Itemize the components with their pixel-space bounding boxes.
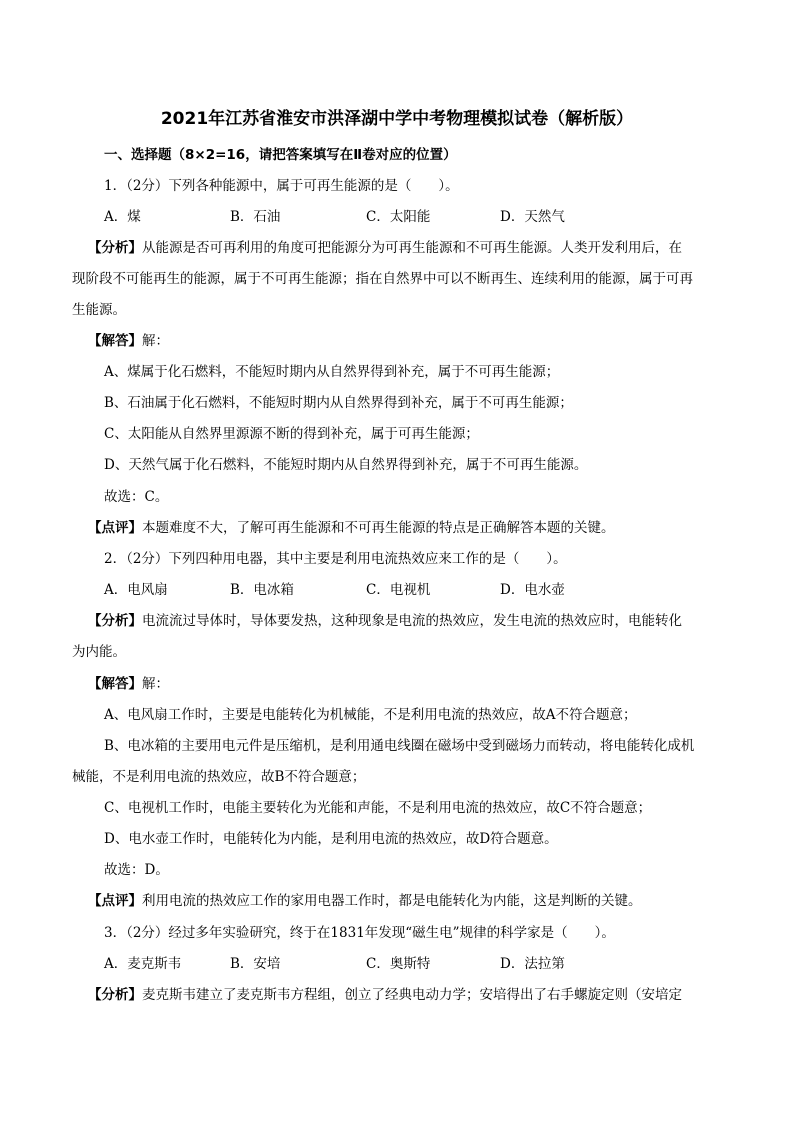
q1-option-c: C．太阳能 <box>366 209 431 225</box>
q2-option-d: D．电水壶 <box>500 582 565 598</box>
q2-analysis-line-2: 为内能。 <box>72 644 126 660</box>
q1-comment <box>88 518 708 538</box>
q2-analysis-line-1 <box>88 611 728 631</box>
q3-option-b: B．安培 <box>230 956 281 972</box>
q1-option-a: A．煤 <box>104 209 141 225</box>
q2-answer-b-line-2: 械能，不是利用电流的热效应，故B不符合题意； <box>72 769 366 785</box>
q1-answer-d: D、天然气属于化石燃料，不能短时期内从自然界得到补充，属于不可再生能源。 <box>104 457 588 473</box>
q2-answer-tag: 【解答】 <box>88 676 142 692</box>
q2-option-b: B．电冰箱 <box>230 582 294 598</box>
q3-analysis-line-1 <box>88 985 728 1005</box>
q1-option-d: D．天然气 <box>500 209 565 225</box>
q3-analysis-text: 麦克斯韦建立了麦克斯韦方程组，创立了经典电动力学；安培得出了右手螺旋定则（安培定 <box>142 987 682 1003</box>
q1-answer-b: B、石油属于化石燃料，不能短时期内从自然界得到补充，属于不可再生能源； <box>104 395 573 411</box>
q1-analysis-line-2: 现阶段不可能再生的能源，属于不可再生能源；指在自然界中可以不断再生、连续利用的能源，属于可再 <box>72 271 693 287</box>
q1-answer-head <box>88 331 708 351</box>
question-1-stem: 1．（2分）下列各种能源中，属于可再生能源的是（ ）。 <box>104 178 459 194</box>
q2-answer-d: D、电水壶工作时，电能转化为内能，是利用电流的热效应，故D符合题意。 <box>104 831 558 847</box>
q1-choice: 故选：C。 <box>104 489 169 505</box>
section-heading: 一、选择题（8×2=16，请把答案填写在Ⅱ卷对应的位置） <box>104 147 457 163</box>
q3-option-c: C．奥斯特 <box>366 956 431 972</box>
q1-answer-tag: 【解答】 <box>88 333 142 349</box>
page-title: 2021年江苏省淮安市洪泽湖中学中考物理模拟试卷（解析版） <box>160 109 634 129</box>
q2-answer-b-line-1: B、电冰箱的主要用电元件是压缩机，是利用通电线圈在磁场中受到磁场力而转动，将电能转化成机 <box>104 738 695 754</box>
q2-answer-c: C、电视机工作时，电能主要转化为光能和声能，不是利用电流的热效应，故C不符合题意； <box>104 800 652 816</box>
q1-analysis-line-1 <box>88 238 728 258</box>
q2-answer-a: A、电风扇工作时，主要是电能转化为机械能，不是利用电流的热效应，故A不符合题意； <box>104 707 637 723</box>
q1-answer-a: A、煤属于化石燃料，不能短时期内从自然界得到补充，属于不可再生能源； <box>104 364 560 380</box>
q2-answer-head-text: 解： <box>142 676 169 692</box>
q1-analysis-text: 从能源是否可再利用的角度可把能源分为可再生能源和不可再生能源。人类开发利用后，在 <box>142 240 682 256</box>
q2-comment <box>88 891 708 911</box>
q2-option-c: C．电视机 <box>366 582 431 598</box>
q3-option-a: A．麦克斯韦 <box>104 956 182 972</box>
q2-choice: 故选：D。 <box>104 862 169 878</box>
q3-option-d: D．法拉第 <box>500 956 565 972</box>
q3-analysis-tag: 【分析】 <box>88 987 142 1003</box>
question-2-stem: 2．（2分）下列四种用电器，其中主要是利用电流热效应来工作的是（ ）。 <box>104 551 567 567</box>
q1-answer-c: C、太阳能从自然界里源源不断的得到补充，属于可再生能源； <box>104 426 479 442</box>
q2-analysis-text: 电流流过导体时，导体要发热，这种现象是电流的热效应，发生电流的热效应时，电能转化 <box>142 613 682 629</box>
q2-comment-text: 利用电流的热效应工作的家用电器工作时，都是电能转化为内能，这是判断的关键。 <box>142 893 642 909</box>
q1-analysis-tag: 【分析】 <box>88 240 142 256</box>
q1-option-b: B．石油 <box>230 209 281 225</box>
q2-option-a: A．电风扇 <box>104 582 168 598</box>
q2-analysis-tag: 【分析】 <box>88 613 142 629</box>
q1-answer-head-text: 解： <box>142 333 169 349</box>
q1-analysis-line-3: 生能源。 <box>72 302 126 318</box>
q1-comment-tag: 【点评】 <box>88 520 142 536</box>
q1-comment-text: 本题难度不大，了解可再生能源和不可再生能源的特点是正确解答本题的关键。 <box>142 520 615 536</box>
q2-answer-head <box>88 674 708 694</box>
q2-comment-tag: 【点评】 <box>88 893 142 909</box>
question-3-stem: 3．（2分）经过多年实验研究，终于在1831年发现“磁生电”规律的科学家是（ ）。 <box>104 925 615 941</box>
